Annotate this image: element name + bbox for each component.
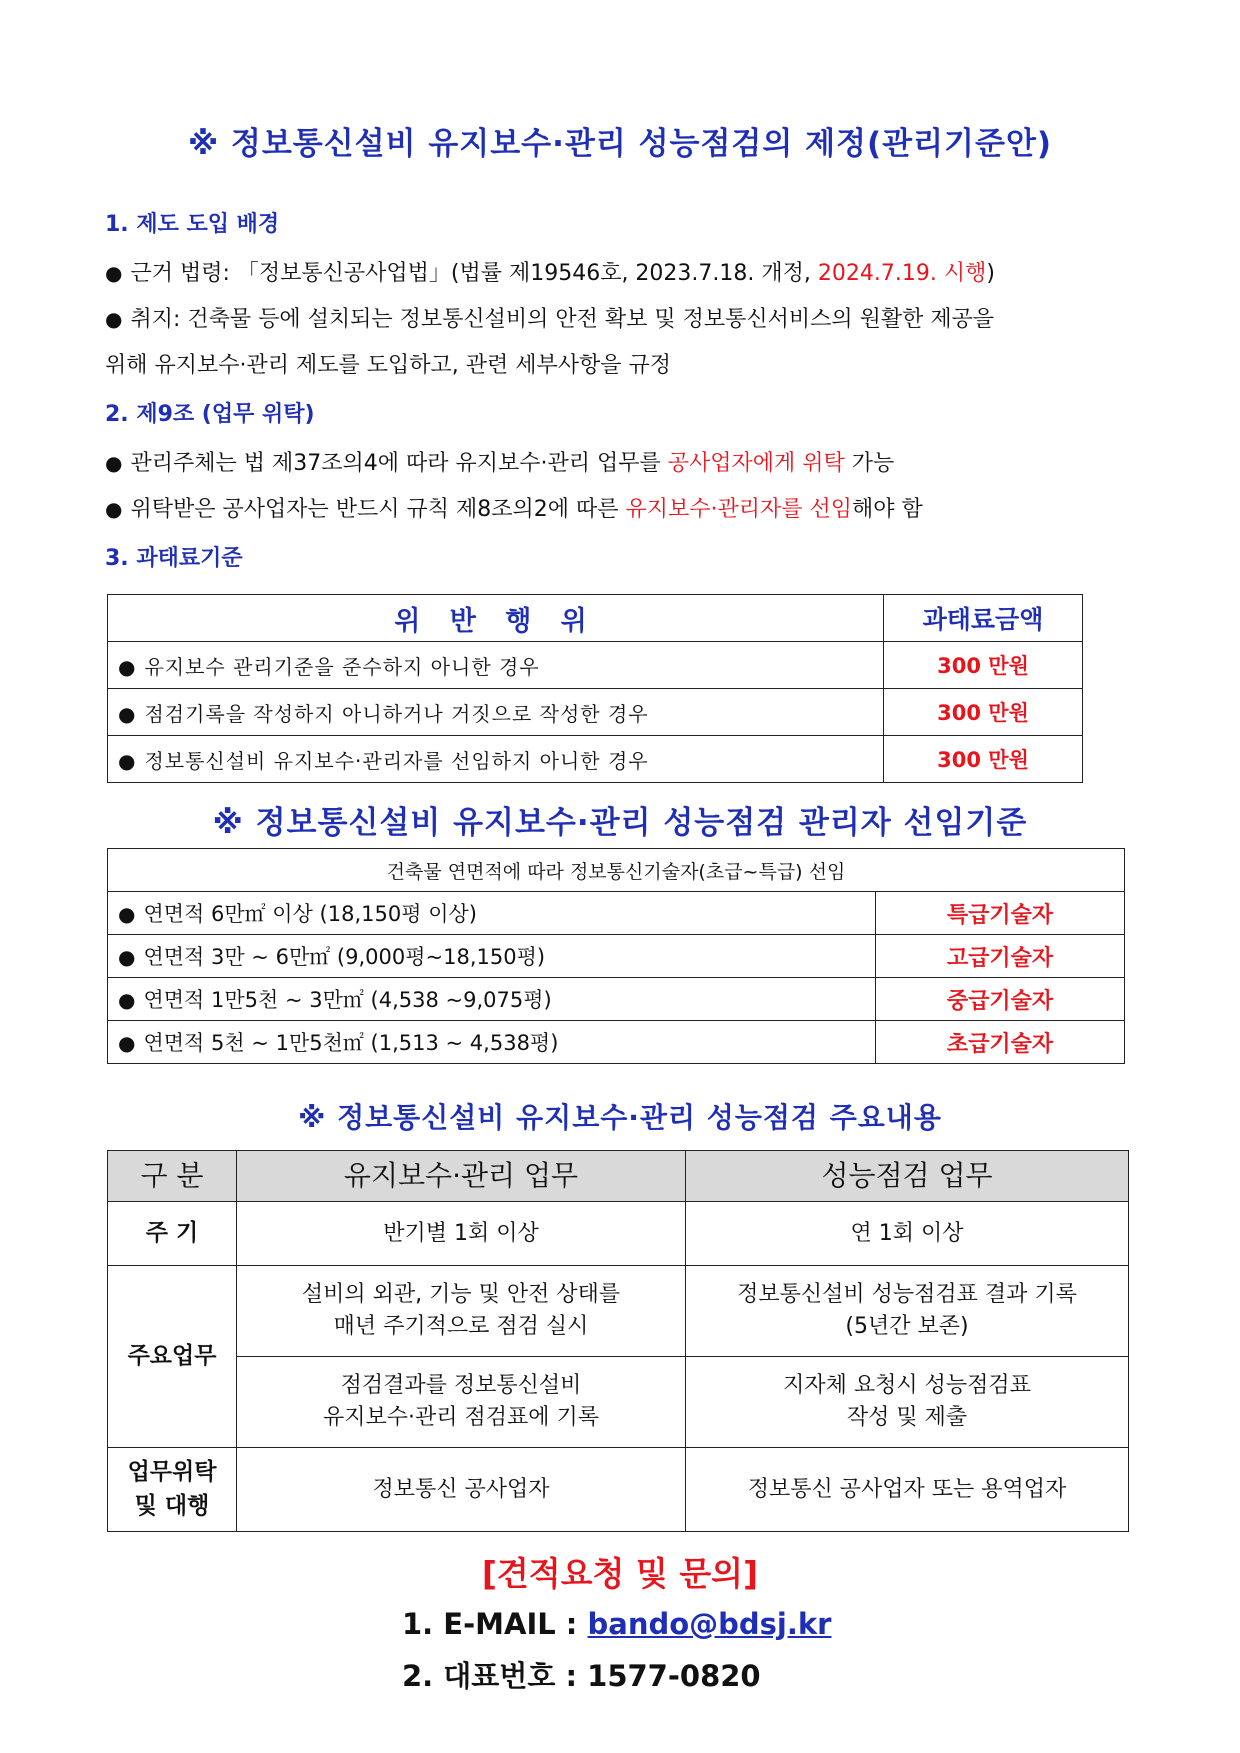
col-maintenance: 유지보수·관리 업무 [237,1151,686,1202]
violation-text: 유지보수 관리기준을 준수하지 아니한 경우 [144,654,540,679]
document-title: ※ 정보통신설비 유지보수·관리 성능점검의 제정(관리기준안) [187,126,1053,162]
agent-label [108,1448,237,1532]
agent-maintenance: 정보통신 공사업자 [237,1448,686,1532]
contact-email-line [402,1607,831,1641]
fine-table [107,594,1083,783]
phone-number: 1577-0820 [587,1659,761,1693]
email-link[interactable]: bando@bdsj.kr [587,1607,832,1641]
bullet-icon: ● [105,497,123,521]
bullet-icon: ● [105,261,123,285]
cycle-label: 주 기 [108,1202,237,1266]
bullet-icon: ● [105,307,123,331]
delegation-text-1: 관리주체는 법 제37조의4에 따라 유지보수·관리 업무를 [130,451,668,476]
cell-line: 정보통신설비 성능점검표 결과 기록 [737,1282,1077,1308]
cell-line: 업무위탁 [127,1459,217,1486]
area-cell [108,978,876,1021]
table-row [108,689,1083,736]
area-cell [108,935,876,978]
fine-cell: 300 만원 [884,736,1083,783]
cell-line: 작성 및 제출 [846,1405,968,1430]
table-row [108,642,1083,689]
cell-line: 점검결과를 정보통신설비 [340,1373,582,1399]
bullet-icon: ● [118,902,136,926]
purpose-line-1 [105,302,994,333]
area-text: 연면적 5천 ~ 1만5천㎡ (1,513 ~ 4,538평) [143,1031,559,1055]
content-table-header [108,1151,1129,1202]
col-fine: 과태료금액 [884,595,1083,642]
bullet-icon: ● [118,988,136,1012]
table-row [108,892,1125,935]
contact-phone-line [402,1654,761,1695]
manager-table [107,848,1125,1064]
col-category: 구 분 [108,1151,237,1202]
bullet-icon: ● [118,1031,136,1055]
purpose-line-2: 위해 유지보수·관리 제도를 도입하고, 관련 세부사항을 규정 [105,353,671,378]
basis-line [105,256,995,287]
section-3-heading: 3. 과태료기준 [105,546,243,571]
contact-title: [견적요청 및 문의] [481,1554,759,1593]
content-table [107,1150,1129,1532]
content-title: ※ 정보통신설비 유지보수·관리 성능점검 주요내용 [298,1101,942,1134]
col-violation: 위 반 행 위 [108,595,884,642]
table-row [108,1448,1129,1532]
violation-cell [108,736,884,783]
basis-text: 근거 법령: 「정보통신공사업법」(법률 제19546호, 2023.7.18. 개정, [130,261,818,286]
cell-line: 및 대행 [134,1492,210,1519]
main-task-label: 주요업무 [108,1266,237,1448]
purpose-text-1: 취지: 건축물 등에 설치되는 정보통신설비의 안전 확보 및 정보통신서비스의 원활한 제공을 [130,307,995,332]
table-row [108,736,1083,783]
bullet-icon: ● [118,654,137,679]
section-1-heading: 1. 제도 도입 배경 [105,212,280,237]
cycle-inspection: 연 1회 이상 [686,1202,1129,1266]
delegation-suffix-2: 해야 함 [851,497,923,522]
area-text: 연면적 3만 ~ 6만㎡ (9,000평~18,150평) [143,945,546,969]
basis-suffix: ) [986,261,995,286]
cycle-maintenance: 반기별 1회 이상 [237,1202,686,1266]
basis-effective-date: 2024.7.19. 시행 [817,261,987,286]
area-text: 연면적 6만㎡ 이상 (18,150평 이상) [143,902,477,926]
violation-cell [108,689,884,736]
manager-title: ※ 정보통신설비 유지보수·관리 성능점검 관리자 선임기준 [212,805,1028,841]
manager-table-header [108,849,1125,892]
fine-table-header [108,595,1083,642]
main-inspection-1 [686,1266,1129,1357]
cell-line: 지자체 요청시 성능점검표 [783,1373,1031,1399]
grade-cell: 중급기술자 [876,978,1125,1021]
area-cell [108,1021,876,1064]
delegation-highlight-2: 유지보수·관리자를 선임 [625,497,852,522]
delegation-line-2 [105,492,923,523]
delegation-text-2: 위탁받은 공사업자는 반드시 규칙 제8조의2에 따른 [130,497,626,522]
bullet-icon: ● [105,451,123,475]
area-cell [108,892,876,935]
bullet-icon: ● [118,701,137,726]
delegation-highlight-1: 공사업자에게 위탁 [667,451,845,476]
cell-line: 설비의 외관, 기능 및 안전 상태를 [301,1282,621,1308]
main-maintenance-1 [237,1266,686,1357]
main-inspection-2 [686,1357,1129,1448]
phone-label: 2. 대표번호 : [402,1659,588,1693]
email-label: 1. E-MAIL : [402,1607,588,1641]
manager-header-cell: 건축물 연면적에 따라 정보통신기술자(초급~특급) 선임 [108,849,1125,892]
bullet-icon: ● [118,748,137,773]
table-row [108,978,1125,1021]
fine-cell: 300 만원 [884,642,1083,689]
violation-cell [108,642,884,689]
violation-text: 점검기록을 작성하지 아니하거나 거짓으로 작성한 경우 [144,701,649,726]
col-inspection: 성능점검 업무 [686,1151,1129,1202]
cell-line: 유지보수·관리 점검표에 기록 [322,1405,599,1430]
delegation-suffix-1: 가능 [844,451,895,476]
table-row [108,1357,1129,1448]
table-row [108,1202,1129,1266]
cell-line: (5년간 보존) [845,1314,969,1339]
section-2-heading: 2. 제9조 (업무 위탁) [105,402,315,427]
grade-cell: 초급기술자 [876,1021,1125,1064]
area-text: 연면적 1만5천 ~ 3만㎡ (4,538 ~9,075평) [143,988,552,1012]
table-row [108,1266,1129,1357]
table-row [108,1021,1125,1064]
bullet-icon: ● [118,945,136,969]
grade-cell: 고급기술자 [876,935,1125,978]
agent-inspection: 정보통신 공사업자 또는 용역업자 [686,1448,1129,1532]
fine-cell: 300 만원 [884,689,1083,736]
grade-cell: 특급기술자 [876,892,1125,935]
main-maintenance-2 [237,1357,686,1448]
table-row [108,935,1125,978]
cell-line: 매년 주기적으로 점검 실시 [333,1314,589,1339]
delegation-line-1 [105,446,894,477]
violation-text: 정보통신설비 유지보수·관리자를 선임하지 아니한 경우 [144,748,649,773]
